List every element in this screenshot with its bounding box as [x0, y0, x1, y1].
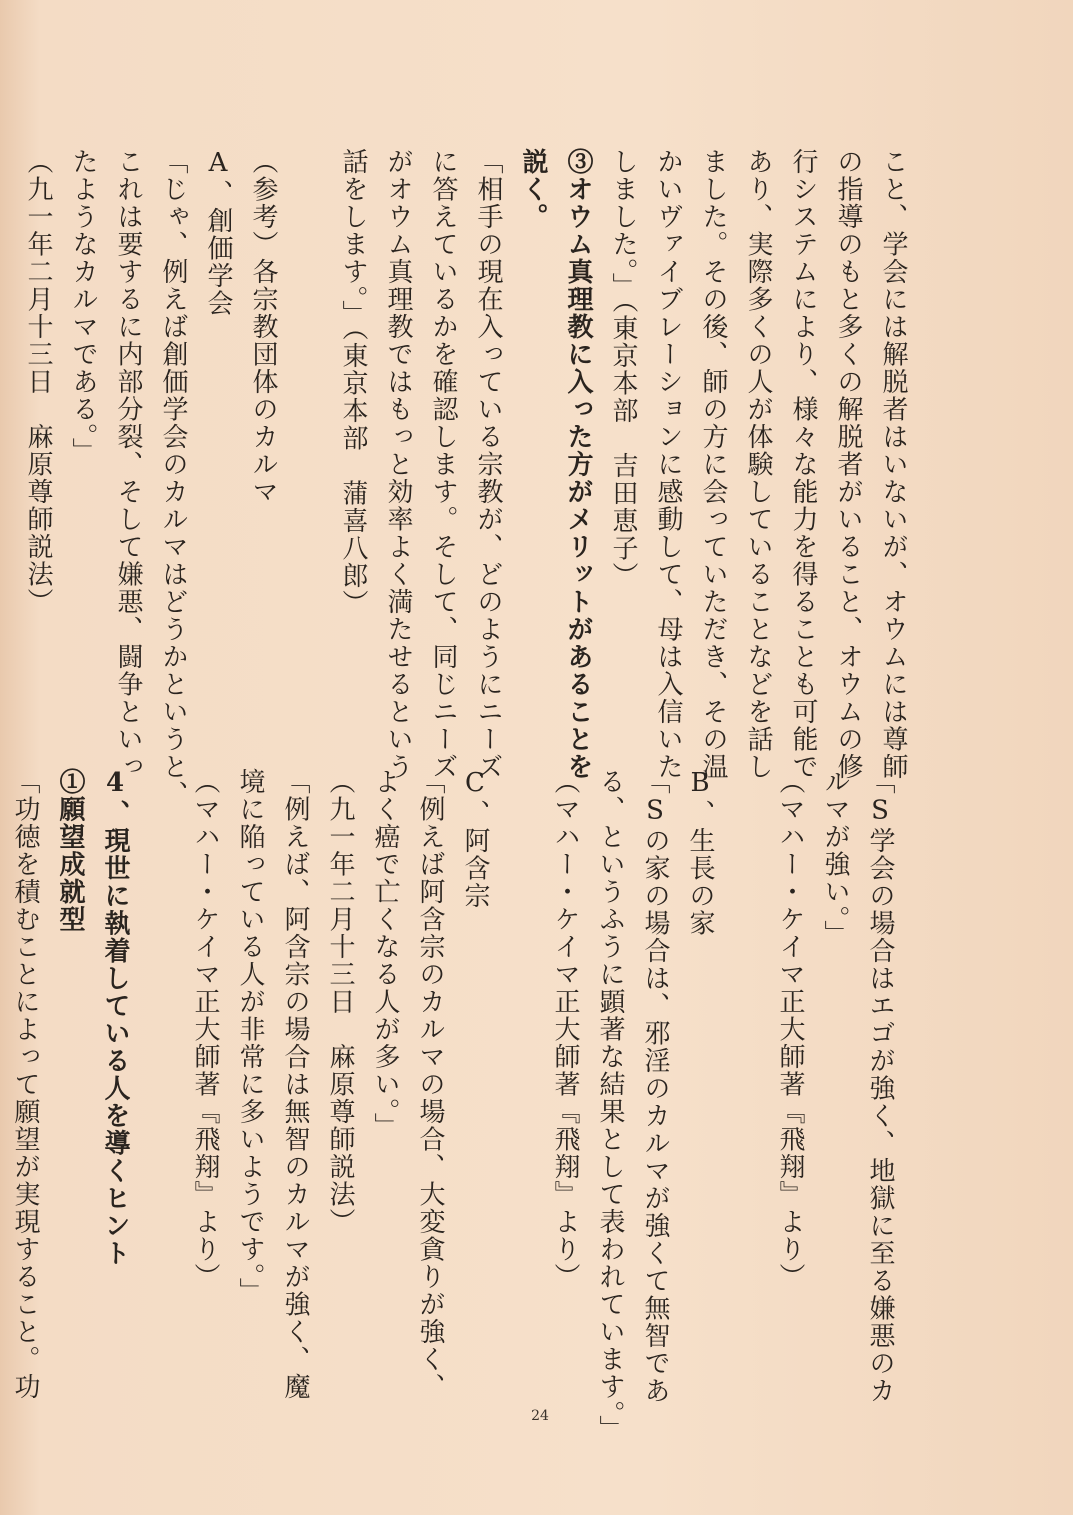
text-line: たようなカルマである。」: [68, 148, 98, 465]
text-line: 「S学会の場合はエゴが強く、地獄に至る嫌悪のカ: [865, 768, 895, 1405]
text-line: に答えているかを確認します。そして、同じニーズ: [428, 148, 458, 781]
blank-line: [722, 768, 767, 1328]
text-line: 「例えば、阿含宗の場合は無智のカルマが強く、魔: [280, 768, 310, 1401]
text-line: 「相手の現在入っている宗教が、どのようにニーズ: [473, 148, 503, 781]
blank-line: [497, 768, 542, 1328]
text-line: 「功徳を積むことによって願望が実現すること。功: [10, 768, 40, 1401]
citation: （九一年二月十三日 麻原尊師説法）: [325, 768, 355, 1236]
text-line: 行システムにより、様々な能力を得ることも可能で: [788, 148, 818, 781]
page-number: 24: [531, 1408, 549, 1424]
blank-line: [285, 148, 330, 748]
subheading: A、創価学会: [203, 148, 233, 317]
section-heading: ③オウム真理教に入った方がメリットがあることを: [563, 148, 593, 781]
text-line: あり、実際多くの人が体験していることなどを話し: [743, 148, 773, 781]
text-line: の指導のもと多くの解脱者がいること、オウムの修: [833, 148, 863, 781]
subheading: B、生長の家: [685, 768, 715, 937]
section-heading: 4、現世に執着している人を導くヒント: [100, 768, 130, 1267]
citation: （マハー・ケイマ正大師著『飛翔』より）: [775, 768, 805, 1291]
section-heading: 説く。: [518, 148, 548, 231]
text-line: しました。」（東京本部 吉田恵子）: [608, 148, 638, 590]
text-line: がオウム真理教ではもっと効率よく満たせるという: [383, 148, 413, 781]
text-line: 話をします。」（東京本部 蒲喜八郎）: [338, 148, 368, 617]
upper-text-block: [23, 148, 915, 808]
text-line: こと、学会には解脱者はいないが、オウムには尊師: [878, 148, 908, 781]
citation: （マハー・ケイマ正大師著『飛翔』より）: [190, 768, 220, 1291]
citation: （九一年二月十三日 麻原尊師説法）: [23, 148, 53, 616]
text-line: 境に陥っている人が非常に多いようです。」: [235, 768, 265, 1305]
reference-heading: （参考）各宗教団体のカルマ: [248, 148, 278, 506]
text-line: る、というふうに顕著な結果として表われています。」: [595, 768, 625, 1443]
text-line: ました。その後、師の方に会っていただき、その温: [698, 148, 728, 781]
section-heading: ①願望成就型: [55, 768, 85, 933]
text-line: ルマが強い。」: [820, 768, 850, 948]
blank-line: [137, 768, 182, 1328]
text-line: 「Sの家の場合は、邪淫のカルマが強くて無智であ: [640, 768, 670, 1405]
text-line: よく癌で亡くなる人が多い。」: [370, 768, 400, 1140]
text-line: 「例えば阿含宗のカルマの場合、大変貪りが強く、: [415, 768, 445, 1401]
text-line: これは要するに内部分裂、そして嫌悪、闘争といっ: [113, 148, 143, 781]
subheading: C、阿含宗: [460, 768, 490, 910]
text-line: かいヴァイブレーションに感動して、母は入信いた: [653, 148, 683, 781]
citation: （マハー・ケイマ正大師著『飛翔』より）: [550, 768, 580, 1291]
text-line: 「じゃ、例えば創価学会のカルマはどうかというと、: [158, 148, 188, 808]
